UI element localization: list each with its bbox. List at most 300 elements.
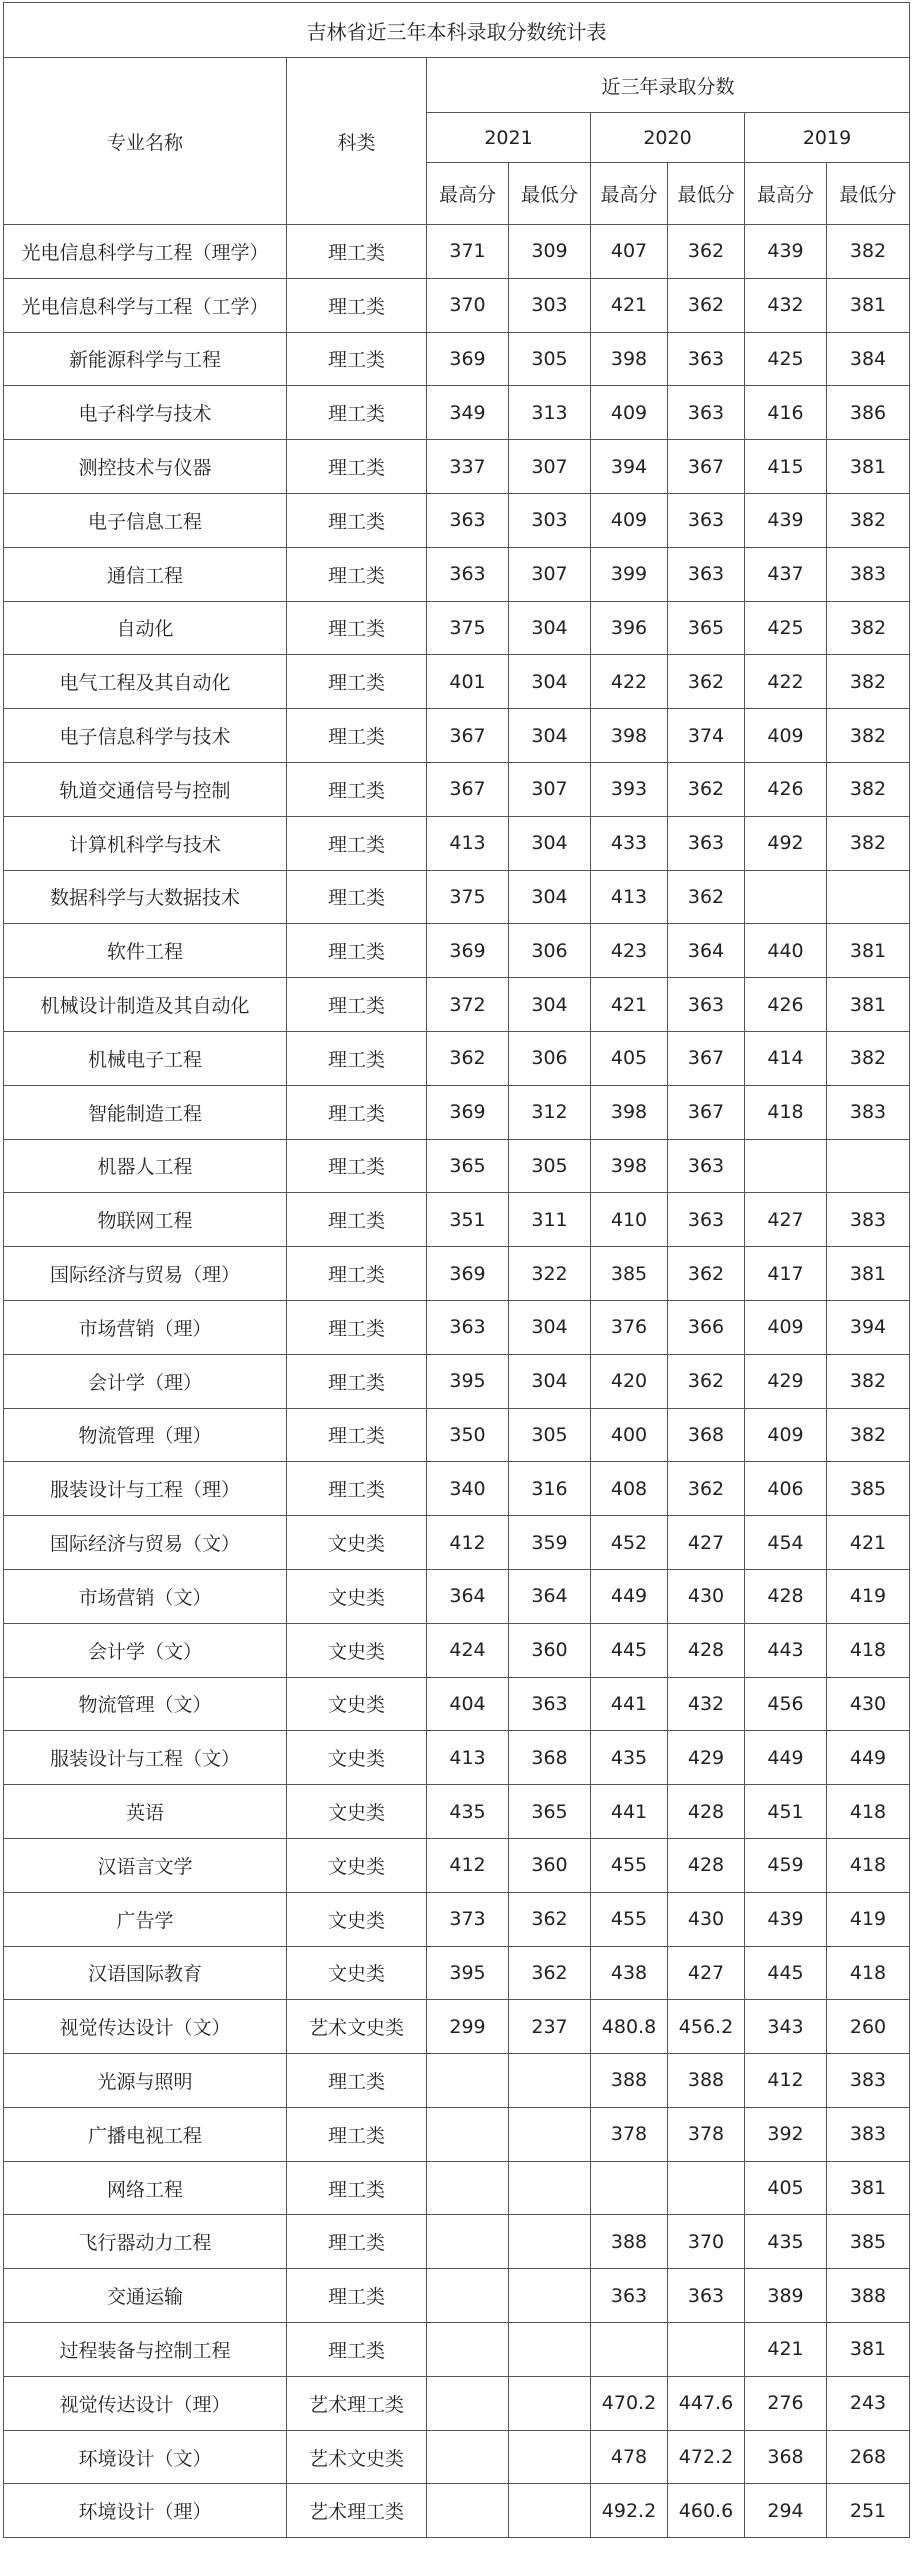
score-2021-min: 304: [509, 1354, 591, 1408]
score-2019-max: 405: [745, 2161, 827, 2215]
category-cell: 理工类: [287, 2215, 427, 2269]
major-cell: 自动化: [4, 601, 287, 655]
score-2021-min: 316: [509, 1462, 591, 1516]
category-cell: 文史类: [287, 1623, 427, 1677]
score-2019-min: 382: [827, 1031, 910, 1085]
score-2020-min: 447.6: [668, 2376, 745, 2430]
score-2019-min: 382: [827, 709, 910, 763]
score-2019-max: 445: [745, 1946, 827, 2000]
score-2021-max: 367: [427, 762, 509, 816]
major-cell: 电子信息科学与技术: [4, 709, 287, 763]
table-row: [4, 1838, 910, 1892]
score-2020-max: 452: [591, 1516, 668, 1570]
score-2019-min: 382: [827, 816, 910, 870]
score-2021-max: 404: [427, 1677, 509, 1731]
score-2020-max: 388: [591, 2215, 668, 2269]
score-2020-min: 364: [668, 924, 745, 978]
table-row: [4, 1892, 910, 1946]
table-row: [4, 440, 910, 494]
category-cell: 艺术理工类: [287, 2376, 427, 2430]
score-2021-min: 307: [509, 762, 591, 816]
category-cell: 理工类: [287, 2054, 427, 2108]
score-2019-min: 382: [827, 1408, 910, 1462]
score-2021-min: [509, 2376, 591, 2430]
table-row: [4, 709, 910, 763]
score-2019-min: 418: [827, 1946, 910, 2000]
score-2020-min: 429: [668, 1731, 745, 1785]
table-row: [4, 1462, 910, 1516]
score-2019-max: 456: [745, 1677, 827, 1731]
score-2021-min: 306: [509, 1031, 591, 1085]
score-2019-min: 386: [827, 386, 910, 440]
score-2020-min: 363: [668, 386, 745, 440]
category-cell: 文史类: [287, 1785, 427, 1839]
category-cell: 文史类: [287, 1946, 427, 2000]
score-2021-min: [509, 2107, 591, 2161]
table-row: [4, 1193, 910, 1247]
major-cell: 国际经济与贸易（文）: [4, 1516, 287, 1570]
score-2020-min: 362: [668, 655, 745, 709]
score-2020-max: 398: [591, 332, 668, 386]
score-2020-min: 362: [668, 1247, 745, 1301]
score-2019-min: 382: [827, 762, 910, 816]
table-row: [4, 1677, 910, 1731]
table-row: [4, 1516, 910, 1570]
score-2021-max: [427, 2054, 509, 2108]
category-cell: 理工类: [287, 1300, 427, 1354]
score-2021-max: [427, 2484, 509, 2538]
score-2021-min: [509, 2430, 591, 2484]
score-2019-min: 381: [827, 1247, 910, 1301]
major-cell: 交通运输: [4, 2269, 287, 2323]
score-2021-max: [427, 2430, 509, 2484]
score-2019-min: 382: [827, 1354, 910, 1408]
category-cell: 理工类: [287, 2269, 427, 2323]
score-2021-min: 312: [509, 1085, 591, 1139]
category-cell: 理工类: [287, 1031, 427, 1085]
score-2021-max: 340: [427, 1462, 509, 1516]
major-cell: 电子信息工程: [4, 493, 287, 547]
score-2021-max: [427, 2161, 509, 2215]
score-2021-min: [509, 2323, 591, 2377]
table-title: 吉林省近三年本科录取分数统计表: [4, 3, 910, 58]
score-2020-max: 363: [591, 2269, 668, 2323]
year-header-2021: 2021: [427, 113, 591, 163]
score-2020-min: 378: [668, 2107, 745, 2161]
score-2021-max: 401: [427, 655, 509, 709]
category-cell: 理工类: [287, 2161, 427, 2215]
score-2020-max: 492.2: [591, 2484, 668, 2538]
score-2021-max: 372: [427, 978, 509, 1032]
score-2021-min: 359: [509, 1516, 591, 1570]
score-2021-max: 350: [427, 1408, 509, 1462]
score-2021-min: 305: [509, 1139, 591, 1193]
score-2020-max: 455: [591, 1838, 668, 1892]
score-2021-max: 337: [427, 440, 509, 494]
score-2019-min: 381: [827, 978, 910, 1032]
score-2019-max: [745, 870, 827, 924]
score-2020-min: 368: [668, 1408, 745, 1462]
score-2020-min: 363: [668, 2269, 745, 2323]
score-2021-max: 370: [427, 278, 509, 332]
score-2019-min: 381: [827, 440, 910, 494]
score-2020-max: 394: [591, 440, 668, 494]
score-2020-min: 362: [668, 1354, 745, 1408]
score-2020-min: 370: [668, 2215, 745, 2269]
score-2019-max: 492: [745, 816, 827, 870]
category-cell: 理工类: [287, 1462, 427, 1516]
score-2020-min: 365: [668, 601, 745, 655]
category-cell: 理工类: [287, 332, 427, 386]
category-cell: 理工类: [287, 1193, 427, 1247]
score-2020-min: 363: [668, 332, 745, 386]
score-2019-max: 389: [745, 2269, 827, 2323]
score-2021-max: 412: [427, 1838, 509, 1892]
major-cell: 飞行器动力工程: [4, 2215, 287, 2269]
score-2021-min: [509, 2215, 591, 2269]
score-2020-max: 480.8: [591, 2000, 668, 2054]
major-cell: 广播电视工程: [4, 2107, 287, 2161]
category-cell: 理工类: [287, 386, 427, 440]
score-2020-min: 430: [668, 1892, 745, 1946]
score-2021-min: 304: [509, 870, 591, 924]
score-2019-max: 451: [745, 1785, 827, 1839]
table-row: [4, 2054, 910, 2108]
major-cell: 服装设计与工程（理）: [4, 1462, 287, 1516]
score-2019-min: 243: [827, 2376, 910, 2430]
score-2019-min: 430: [827, 1677, 910, 1731]
score-2021-min: 360: [509, 1623, 591, 1677]
table-row: [4, 2269, 910, 2323]
major-cell: 会计学（文）: [4, 1623, 287, 1677]
table-row: [4, 2484, 910, 2538]
score-2021-min: 237: [509, 2000, 591, 2054]
major-cell: 汉语国际教育: [4, 1946, 287, 2000]
major-cell: 智能制造工程: [4, 1085, 287, 1139]
table-row: [4, 816, 910, 870]
score-2021-min: 304: [509, 978, 591, 1032]
score-2019-max: 440: [745, 924, 827, 978]
score-2019-max: 422: [745, 655, 827, 709]
major-cell: 会计学（理）: [4, 1354, 287, 1408]
major-cell: 测控技术与仪器: [4, 440, 287, 494]
score-2019-min: 382: [827, 493, 910, 547]
score-2020-min: [668, 2161, 745, 2215]
score-2019-min: 383: [827, 547, 910, 601]
score-2019-max: 368: [745, 2430, 827, 2484]
major-cell: 轨道交通信号与控制: [4, 762, 287, 816]
table-row: [4, 655, 910, 709]
score-2020-min: 388: [668, 2054, 745, 2108]
score-2021-max: 362: [427, 1031, 509, 1085]
score-2021-max: 373: [427, 1892, 509, 1946]
table-row: [4, 1139, 910, 1193]
major-cell: 电子科学与技术: [4, 386, 287, 440]
score-2020-min: 374: [668, 709, 745, 763]
score-2019-min: 388: [827, 2269, 910, 2323]
table-row: [4, 2376, 910, 2430]
table-row: [4, 1408, 910, 1462]
score-2019-min: 381: [827, 2323, 910, 2377]
score-2020-max: 433: [591, 816, 668, 870]
table-row: [4, 493, 910, 547]
score-2021-max: 299: [427, 2000, 509, 2054]
score-2021-min: 303: [509, 278, 591, 332]
score-2019-max: 459: [745, 1838, 827, 1892]
score-2021-min: 305: [509, 1408, 591, 1462]
score-2020-max: 396: [591, 601, 668, 655]
major-cell: 市场营销（理）: [4, 1300, 287, 1354]
major-cell: 物流管理（文）: [4, 1677, 287, 1731]
score-2021-min: 362: [509, 1892, 591, 1946]
score-2019-min: 385: [827, 2215, 910, 2269]
score-2021-max: 375: [427, 870, 509, 924]
score-2019-max: 428: [745, 1569, 827, 1623]
category-header: 科类: [287, 58, 427, 225]
score-2020-max: 441: [591, 1785, 668, 1839]
score-2021-min: 364: [509, 1569, 591, 1623]
score-2019-max: 392: [745, 2107, 827, 2161]
score-2019-min: [827, 1139, 910, 1193]
table-row: [4, 278, 910, 332]
major-cell: 光电信息科学与工程（工学）: [4, 278, 287, 332]
table-row: [4, 2430, 910, 2484]
major-cell: 光源与照明: [4, 2054, 287, 2108]
score-2019-min: [827, 870, 910, 924]
score-2019-max: 415: [745, 440, 827, 494]
score-2021-max: 369: [427, 1247, 509, 1301]
score-2021-max: 363: [427, 493, 509, 547]
score-2021-max: 369: [427, 332, 509, 386]
category-cell: 理工类: [287, 1408, 427, 1462]
score-2019-max: 425: [745, 332, 827, 386]
category-cell: 理工类: [287, 493, 427, 547]
score-2020-min: 367: [668, 1031, 745, 1085]
score-2021-min: 360: [509, 1838, 591, 1892]
category-cell: 理工类: [287, 2107, 427, 2161]
score-2019-max: 443: [745, 1623, 827, 1677]
category-cell: 理工类: [287, 924, 427, 978]
score-2020-min: 427: [668, 1516, 745, 1570]
min-header: 最低分: [668, 163, 745, 225]
major-cell: 软件工程: [4, 924, 287, 978]
score-2021-min: 365: [509, 1785, 591, 1839]
score-2021-max: [427, 2376, 509, 2430]
table-row: [4, 2107, 910, 2161]
score-2019-max: 412: [745, 2054, 827, 2108]
score-2019-min: 418: [827, 1838, 910, 1892]
category-cell: 理工类: [287, 1139, 427, 1193]
score-2019-max: 435: [745, 2215, 827, 2269]
major-header: 专业名称: [4, 58, 287, 225]
score-2019-max: [745, 1139, 827, 1193]
table-row: [4, 547, 910, 601]
score-2020-min: 432: [668, 1677, 745, 1731]
score-2021-max: 375: [427, 601, 509, 655]
category-cell: 理工类: [287, 709, 427, 763]
score-2020-max: 423: [591, 924, 668, 978]
score-2020-max: 422: [591, 655, 668, 709]
score-2020-max: 420: [591, 1354, 668, 1408]
score-2019-min: 381: [827, 2161, 910, 2215]
score-2020-max: 449: [591, 1569, 668, 1623]
score-2019-min: 384: [827, 332, 910, 386]
category-cell: 文史类: [287, 1838, 427, 1892]
score-2020-min: 362: [668, 1462, 745, 1516]
category-cell: 理工类: [287, 1085, 427, 1139]
score-2021-max: [427, 2269, 509, 2323]
score-2020-max: 455: [591, 1892, 668, 1946]
score-2020-max: 408: [591, 1462, 668, 1516]
table-row: [4, 1569, 910, 1623]
score-2021-min: 313: [509, 386, 591, 440]
score-2020-max: 435: [591, 1731, 668, 1785]
score-2020-max: 398: [591, 1085, 668, 1139]
major-cell: 机器人工程: [4, 1139, 287, 1193]
score-2021-min: 304: [509, 601, 591, 655]
min-header: 最低分: [509, 163, 591, 225]
score-2020-min: [668, 2323, 745, 2377]
score-2019-min: 260: [827, 2000, 910, 2054]
score-2019-max: 427: [745, 1193, 827, 1247]
score-2019-max: 414: [745, 1031, 827, 1085]
score-2020-min: 363: [668, 493, 745, 547]
score-2020-max: [591, 2323, 668, 2377]
score-2020-max: 478: [591, 2430, 668, 2484]
score-2021-min: 303: [509, 493, 591, 547]
score-2019-max: 294: [745, 2484, 827, 2538]
year-header-2019: 2019: [745, 113, 910, 163]
score-2019-min: 268: [827, 2430, 910, 2484]
score-2021-max: 369: [427, 1085, 509, 1139]
score-2021-min: 306: [509, 924, 591, 978]
score-2019-max: 409: [745, 709, 827, 763]
table-row: [4, 762, 910, 816]
score-2019-max: 426: [745, 762, 827, 816]
major-cell: 新能源科学与工程: [4, 332, 287, 386]
category-cell: 理工类: [287, 547, 427, 601]
score-2021-max: 364: [427, 1569, 509, 1623]
score-2019-max: 409: [745, 1300, 827, 1354]
table-row: [4, 386, 910, 440]
score-2021-max: 395: [427, 1946, 509, 2000]
score-2019-min: 419: [827, 1892, 910, 1946]
category-cell: 文史类: [287, 1892, 427, 1946]
category-cell: 文史类: [287, 1569, 427, 1623]
score-2021-max: 413: [427, 1731, 509, 1785]
score-2019-min: 251: [827, 2484, 910, 2538]
score-2020-min: 428: [668, 1623, 745, 1677]
major-cell: 环境设计（文）: [4, 2430, 287, 2484]
major-cell: 通信工程: [4, 547, 287, 601]
score-2021-min: 307: [509, 440, 591, 494]
major-cell: 视觉传达设计（理）: [4, 2376, 287, 2430]
major-cell: 物联网工程: [4, 1193, 287, 1247]
score-2020-min: 428: [668, 1838, 745, 1892]
score-2019-min: 383: [827, 1085, 910, 1139]
score-2021-min: [509, 2484, 591, 2538]
major-cell: 国际经济与贸易（理）: [4, 1247, 287, 1301]
score-2020-max: 399: [591, 547, 668, 601]
score-2021-min: 305: [509, 332, 591, 386]
score-2020-max: 400: [591, 1408, 668, 1462]
score-2020-max: 409: [591, 386, 668, 440]
table-row: [4, 1731, 910, 1785]
score-2019-max: 406: [745, 1462, 827, 1516]
major-cell: 市场营销（文）: [4, 1569, 287, 1623]
year-header-2020: 2020: [591, 113, 745, 163]
score-2020-min: 367: [668, 1085, 745, 1139]
table-row: [4, 332, 910, 386]
major-cell: 视觉传达设计（文）: [4, 2000, 287, 2054]
category-cell: 理工类: [287, 870, 427, 924]
category-cell: 文史类: [287, 1516, 427, 1570]
major-cell: 服装设计与工程（文）: [4, 1731, 287, 1785]
score-2019-min: 421: [827, 1516, 910, 1570]
score-2019-min: 382: [827, 225, 910, 279]
score-2019-max: 439: [745, 493, 827, 547]
score-2019-min: 381: [827, 924, 910, 978]
score-2021-max: 363: [427, 547, 509, 601]
score-2019-min: 381: [827, 278, 910, 332]
min-header: 最低分: [827, 163, 910, 225]
table-row: [4, 1623, 910, 1677]
max-header: 最高分: [427, 163, 509, 225]
score-2020-min: 427: [668, 1946, 745, 2000]
score-2019-min: 418: [827, 1785, 910, 1839]
score-2019-max: 449: [745, 1731, 827, 1785]
score-2021-max: 371: [427, 225, 509, 279]
score-2020-max: 445: [591, 1623, 668, 1677]
table-row: [4, 1085, 910, 1139]
score-2020-min: 362: [668, 225, 745, 279]
score-2020-max: 385: [591, 1247, 668, 1301]
score-2019-min: 383: [827, 1193, 910, 1247]
table-row: [4, 1247, 910, 1301]
score-2019-min: 383: [827, 2107, 910, 2161]
score-2020-min: 472.2: [668, 2430, 745, 2484]
score-2020-max: 393: [591, 762, 668, 816]
table-row: [4, 225, 910, 279]
major-cell: 英语: [4, 1785, 287, 1839]
category-cell: 艺术文史类: [287, 2430, 427, 2484]
score-2021-min: 307: [509, 547, 591, 601]
table-row: [4, 870, 910, 924]
score-2020-min: 363: [668, 816, 745, 870]
score-2020-min: 363: [668, 978, 745, 1032]
score-2020-min: 430: [668, 1569, 745, 1623]
score-2019-min: 394: [827, 1300, 910, 1354]
score-2020-max: 409: [591, 493, 668, 547]
score-2020-max: 398: [591, 1139, 668, 1193]
score-2021-max: 365: [427, 1139, 509, 1193]
score-2019-min: 419: [827, 1569, 910, 1623]
score-2019-max: 421: [745, 2323, 827, 2377]
major-cell: 物流管理（理）: [4, 1408, 287, 1462]
score-2021-max: 369: [427, 924, 509, 978]
category-cell: 文史类: [287, 1731, 427, 1785]
score-2020-max: 413: [591, 870, 668, 924]
score-2019-max: 426: [745, 978, 827, 1032]
score-2021-min: 304: [509, 655, 591, 709]
score-2021-max: [427, 2107, 509, 2161]
score-2020-min: 363: [668, 547, 745, 601]
major-cell: 环境设计（理）: [4, 2484, 287, 2538]
table-row: [4, 1031, 910, 1085]
table-row: [4, 2000, 910, 2054]
score-2020-max: 470.2: [591, 2376, 668, 2430]
score-2021-min: 304: [509, 1300, 591, 1354]
